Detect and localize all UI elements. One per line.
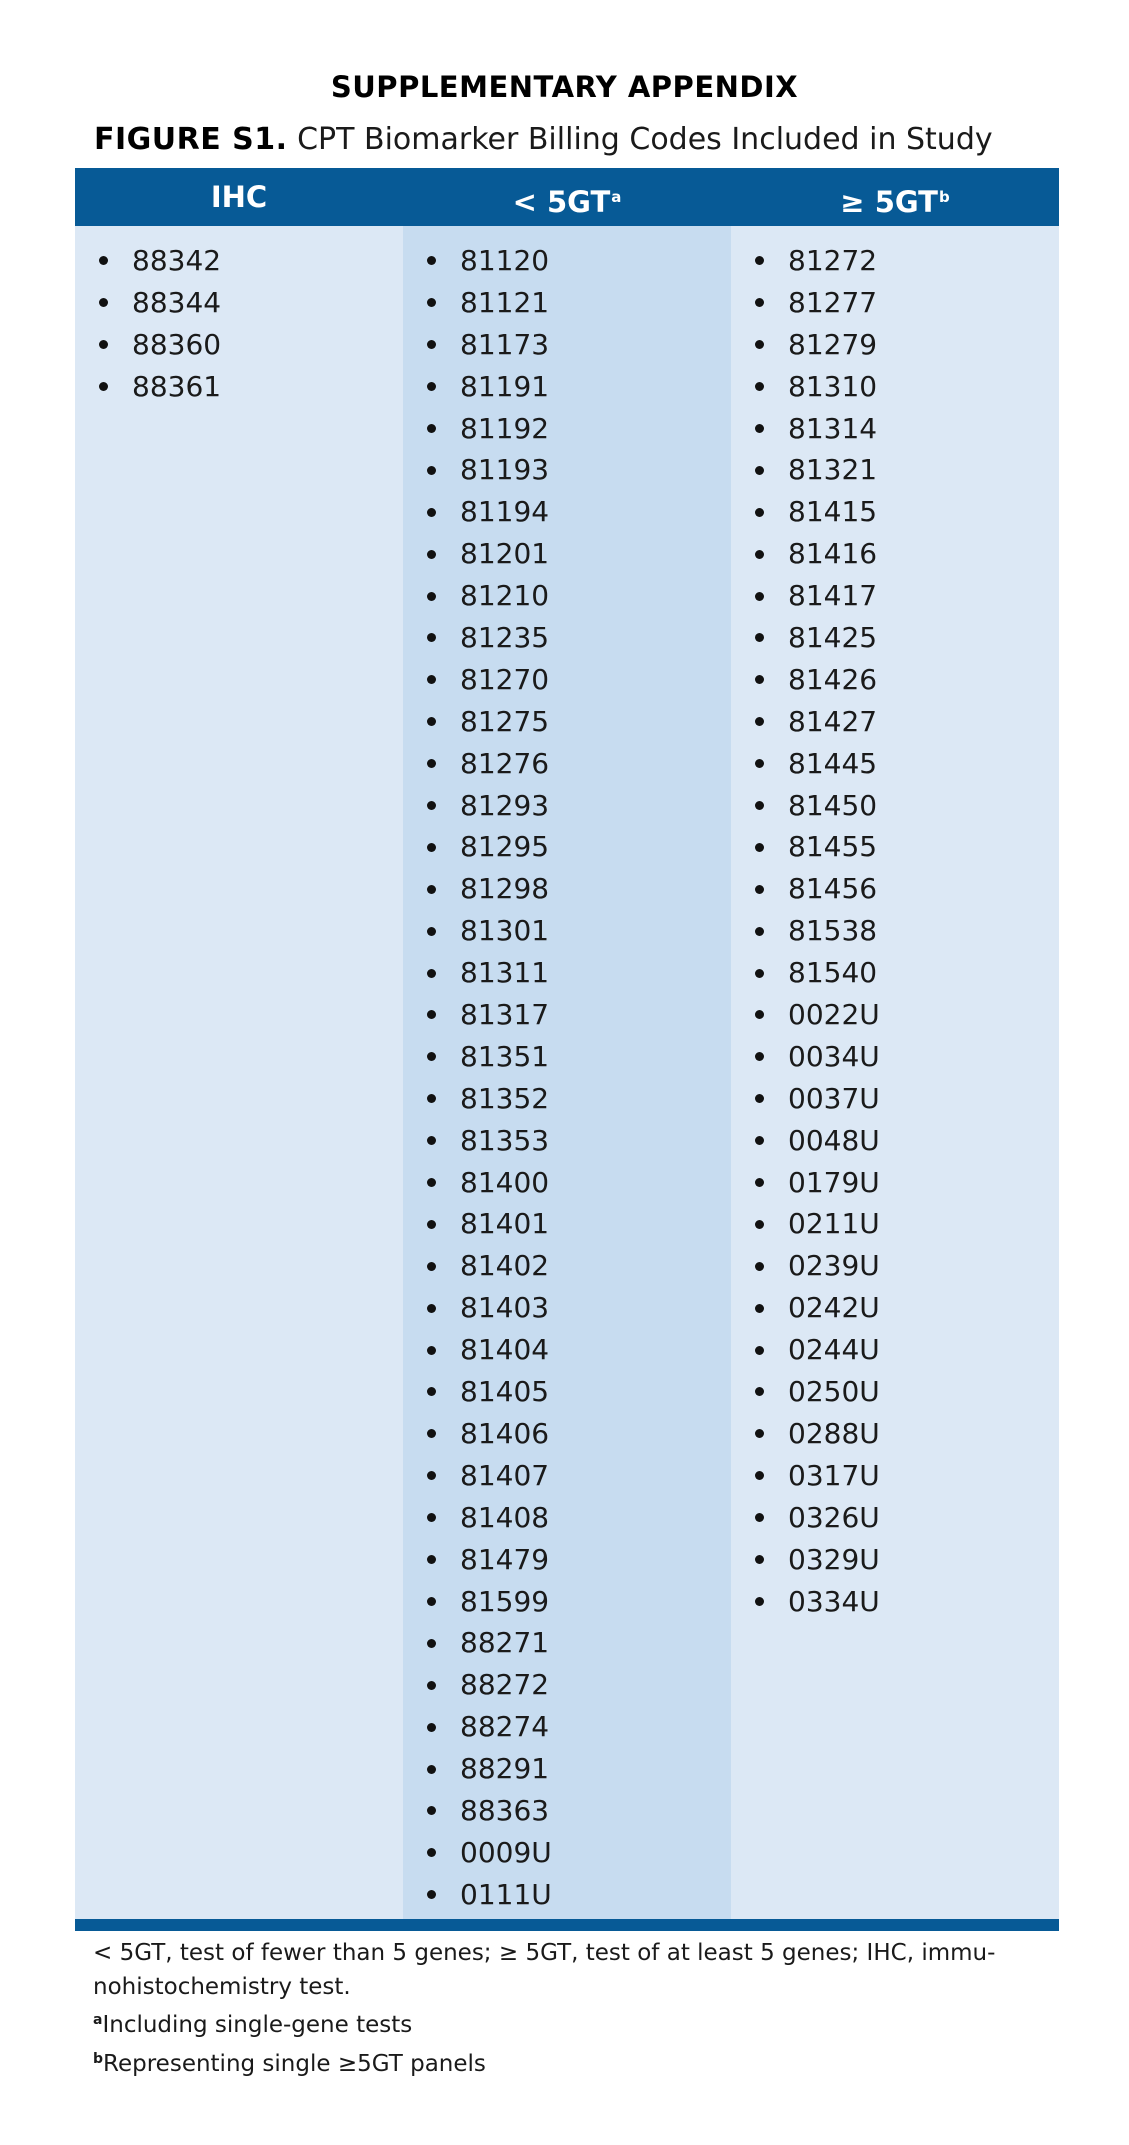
bullet-icon xyxy=(427,759,436,768)
list-item xyxy=(403,1706,731,1748)
list-item xyxy=(403,282,731,324)
bullet-icon xyxy=(427,1220,436,1229)
bullet-icon xyxy=(427,298,436,307)
bullet-icon xyxy=(427,508,436,517)
list-item xyxy=(403,1036,731,1078)
billing-code: 0022U xyxy=(788,998,880,1032)
list-item xyxy=(731,1036,1059,1078)
footnote-a-text: Including single-gene tests xyxy=(102,2012,413,2038)
billing-code: 81540 xyxy=(788,956,878,990)
bullet-icon xyxy=(755,1010,764,1019)
billing-code: 0242U xyxy=(788,1291,880,1325)
billing-code: 81298 xyxy=(460,872,550,906)
bullet-icon xyxy=(427,1806,436,1815)
bullet-icon xyxy=(427,1639,436,1648)
billing-code: 81192 xyxy=(460,411,550,445)
code-list-ihc xyxy=(75,240,403,408)
billing-code: 81351 xyxy=(460,1039,550,1073)
billing-codes-table xyxy=(75,168,1059,1931)
bullet-icon xyxy=(99,382,108,391)
billing-code: 81427 xyxy=(788,704,878,738)
list-item xyxy=(731,994,1059,1036)
bullet-icon xyxy=(755,759,764,768)
list-item xyxy=(403,1371,731,1413)
table-body xyxy=(75,226,1059,1919)
list-item xyxy=(403,1120,731,1162)
billing-code: 81314 xyxy=(788,411,878,445)
list-item xyxy=(403,826,731,868)
billing-code: 0211U xyxy=(788,1207,880,1241)
list-item xyxy=(403,1581,731,1623)
billing-code: 81416 xyxy=(788,537,878,571)
billing-code: 0317U xyxy=(788,1458,880,1492)
bullet-icon xyxy=(755,424,764,433)
billing-code: 0034U xyxy=(788,1039,880,1073)
billing-code: 81191 xyxy=(460,369,550,403)
list-item xyxy=(403,1497,731,1539)
bullet-icon xyxy=(427,424,436,433)
column-lt5gt xyxy=(403,226,731,1919)
list-item xyxy=(731,1371,1059,1413)
billing-code: 88363 xyxy=(460,1793,550,1827)
bullet-icon xyxy=(427,466,436,475)
bullet-icon xyxy=(755,969,764,978)
billing-code: 81270 xyxy=(460,662,550,696)
list-item xyxy=(731,701,1059,743)
list-item xyxy=(403,994,731,1036)
list-item xyxy=(403,868,731,910)
billing-code: 88361 xyxy=(132,369,222,403)
billing-code: 81599 xyxy=(460,1584,550,1618)
bullet-icon xyxy=(755,1136,764,1145)
list-item xyxy=(731,1287,1059,1329)
list-item xyxy=(731,1120,1059,1162)
list-item xyxy=(731,366,1059,408)
list-item xyxy=(403,1329,731,1371)
list-item xyxy=(731,910,1059,952)
list-item xyxy=(75,240,403,282)
billing-code: 81402 xyxy=(460,1249,550,1283)
list-item xyxy=(403,1874,731,1916)
footnote-a-mark: a xyxy=(93,2012,103,2028)
billing-code: 81310 xyxy=(788,369,878,403)
bullet-icon xyxy=(427,1346,436,1355)
column-header-ihc xyxy=(75,168,403,226)
list-item xyxy=(731,1203,1059,1245)
bullet-icon xyxy=(755,256,764,265)
table-header xyxy=(75,168,1059,226)
billing-code: 81407 xyxy=(460,1458,550,1492)
billing-code: 0009U xyxy=(460,1835,552,1869)
bullet-icon xyxy=(99,340,108,349)
billing-code: 81210 xyxy=(460,579,550,613)
footnote-marker-b: b xyxy=(938,188,950,206)
list-item xyxy=(403,910,731,952)
list-item xyxy=(403,1622,731,1664)
bullet-icon xyxy=(427,927,436,936)
bullet-icon xyxy=(755,508,764,517)
bullet-icon xyxy=(755,1262,764,1271)
billing-code: 81293 xyxy=(460,788,550,822)
bullet-icon xyxy=(755,1304,764,1313)
list-item xyxy=(731,1245,1059,1287)
list-item xyxy=(403,1162,731,1204)
bullet-icon xyxy=(99,256,108,265)
footnote-abbreviations: < 5GT, test of fewer than 5 genes; ≥ 5GT, test of at least 5 genes; IHC, immu-nohistochemistry test. xyxy=(93,1940,996,2000)
bullet-icon xyxy=(755,592,764,601)
bullet-icon xyxy=(427,382,436,391)
column-header-ge5gt xyxy=(731,168,1059,226)
appendix-title: SUPPLEMENTARY APPENDIX xyxy=(330,70,799,104)
billing-code: 81456 xyxy=(788,872,878,906)
billing-code: 81194 xyxy=(460,495,550,529)
billing-code: 81173 xyxy=(460,327,550,361)
billing-code: 0037U xyxy=(788,1081,880,1115)
list-item xyxy=(403,1790,731,1832)
bullet-icon xyxy=(427,1555,436,1564)
list-item xyxy=(731,785,1059,827)
bullet-icon xyxy=(427,1890,436,1899)
bullet-icon xyxy=(755,885,764,894)
list-item xyxy=(75,366,403,408)
billing-code: 81275 xyxy=(460,704,550,738)
billing-code: 81121 xyxy=(460,285,550,319)
bullet-icon xyxy=(427,1471,436,1480)
bullet-icon xyxy=(427,1429,436,1438)
footnote-a xyxy=(93,2004,1053,2043)
list-item xyxy=(731,1539,1059,1581)
billing-code: 81279 xyxy=(788,327,878,361)
list-item xyxy=(403,659,731,701)
bullet-icon xyxy=(755,1555,764,1564)
list-item xyxy=(403,785,731,827)
list-item xyxy=(731,1162,1059,1204)
billing-code: 81415 xyxy=(788,495,878,529)
billing-code: 81400 xyxy=(460,1165,550,1199)
bullet-icon xyxy=(755,717,764,726)
figure-title: CPT Biomarker Billing Codes Included in Study xyxy=(297,122,993,157)
bullet-icon xyxy=(427,1010,436,1019)
billing-code: 81311 xyxy=(460,956,550,990)
list-item xyxy=(403,533,731,575)
bullet-icon xyxy=(427,969,436,978)
list-item xyxy=(731,659,1059,701)
bullet-icon xyxy=(755,1178,764,1187)
footnote-marker-a: a xyxy=(611,188,622,206)
bullet-icon xyxy=(427,550,436,559)
bullet-icon xyxy=(427,1094,436,1103)
bullet-icon xyxy=(427,256,436,265)
bullet-icon xyxy=(755,1471,764,1480)
list-item xyxy=(403,1455,731,1497)
list-item xyxy=(403,1203,731,1245)
list-item xyxy=(403,1287,731,1329)
bullet-icon xyxy=(99,298,108,307)
billing-code: 81425 xyxy=(788,621,878,655)
billing-code: 81426 xyxy=(788,662,878,696)
table-bottom-rule xyxy=(75,1919,1059,1931)
billing-code: 81295 xyxy=(460,830,550,864)
footnotes xyxy=(93,1937,1053,2081)
list-item xyxy=(731,1329,1059,1371)
bullet-icon xyxy=(755,1052,764,1061)
bullet-icon xyxy=(755,1346,764,1355)
billing-code: 81455 xyxy=(788,830,878,864)
billing-code: 0334U xyxy=(788,1584,880,1618)
list-item xyxy=(731,617,1059,659)
billing-code: 81201 xyxy=(460,537,550,571)
list-item xyxy=(403,1078,731,1120)
billing-code: 81301 xyxy=(460,914,550,948)
bullet-icon xyxy=(755,1429,764,1438)
bullet-icon xyxy=(427,801,436,810)
list-item xyxy=(731,408,1059,450)
column-header-label: ≥ 5GT xyxy=(840,185,938,219)
bullet-icon xyxy=(755,633,764,642)
column-header-label: IHC xyxy=(210,180,268,214)
billing-code: 81417 xyxy=(788,579,878,613)
column-ihc xyxy=(75,226,403,1919)
list-item xyxy=(403,1832,731,1874)
list-item xyxy=(731,282,1059,324)
bullet-icon xyxy=(427,1387,436,1396)
billing-code: 88342 xyxy=(132,244,222,277)
column-ge5gt xyxy=(731,226,1059,1919)
billing-code: 0239U xyxy=(788,1249,880,1283)
billing-code: 81277 xyxy=(788,285,878,319)
list-item xyxy=(731,743,1059,785)
list-item xyxy=(731,449,1059,491)
bullet-icon xyxy=(427,885,436,894)
billing-code: 88274 xyxy=(460,1710,550,1744)
billing-code: 88360 xyxy=(132,327,222,361)
billing-code: 81272 xyxy=(788,244,878,277)
list-item xyxy=(403,1664,731,1706)
bullet-icon xyxy=(755,466,764,475)
bullet-icon xyxy=(755,550,764,559)
billing-code: 81353 xyxy=(460,1123,550,1157)
list-item xyxy=(403,449,731,491)
list-item xyxy=(403,1539,731,1581)
billing-code: 88272 xyxy=(460,1668,550,1702)
footnote-b-text: Representing single ≥5GT panels xyxy=(103,2050,486,2077)
billing-code: 81405 xyxy=(460,1375,550,1409)
list-item xyxy=(731,952,1059,994)
bullet-icon xyxy=(755,1220,764,1229)
billing-code: 0244U xyxy=(788,1333,880,1367)
list-item xyxy=(731,533,1059,575)
bullet-icon xyxy=(427,1304,436,1313)
bullet-icon xyxy=(427,1052,436,1061)
billing-code: 81276 xyxy=(460,746,550,780)
list-item xyxy=(731,1581,1059,1623)
bullet-icon xyxy=(755,675,764,684)
bullet-icon xyxy=(427,1262,436,1271)
bullet-icon xyxy=(427,1723,436,1732)
bullet-icon xyxy=(427,340,436,349)
list-item xyxy=(403,575,731,617)
list-item xyxy=(75,324,403,366)
list-item xyxy=(731,324,1059,366)
billing-code: 81120 xyxy=(460,244,550,277)
bullet-icon xyxy=(427,1178,436,1187)
list-item xyxy=(731,868,1059,910)
footnote-b xyxy=(93,2043,1053,2082)
bullet-icon xyxy=(427,843,436,852)
billing-code: 88271 xyxy=(460,1626,550,1660)
bullet-icon xyxy=(427,1848,436,1857)
billing-code: 81403 xyxy=(460,1291,550,1325)
billing-code: 81317 xyxy=(460,998,550,1032)
figure-caption xyxy=(94,122,993,157)
bullet-icon xyxy=(427,675,436,684)
list-item xyxy=(403,743,731,785)
bullet-icon xyxy=(427,1681,436,1690)
footnote-b-mark: b xyxy=(93,2050,104,2067)
list-item xyxy=(403,952,731,994)
figure-label: FIGURE S1. xyxy=(94,122,288,157)
bullet-icon xyxy=(755,801,764,810)
bullet-icon xyxy=(755,382,764,391)
code-list-ge5gt xyxy=(731,240,1059,1622)
billing-code: 88344 xyxy=(132,285,222,319)
billing-code: 81235 xyxy=(460,621,550,655)
billing-code: 81404 xyxy=(460,1333,550,1367)
list-item xyxy=(731,491,1059,533)
column-header-lt5gt xyxy=(403,168,731,226)
list-item xyxy=(75,282,403,324)
bullet-icon xyxy=(427,1136,436,1145)
list-item xyxy=(403,617,731,659)
list-item xyxy=(731,575,1059,617)
bullet-icon xyxy=(755,340,764,349)
billing-code: 81445 xyxy=(788,746,878,780)
bullet-icon xyxy=(427,717,436,726)
bullet-icon xyxy=(427,1765,436,1774)
billing-code: 81538 xyxy=(788,914,878,948)
billing-code: 81408 xyxy=(460,1500,550,1534)
list-item xyxy=(731,826,1059,868)
billing-code: 0326U xyxy=(788,1500,880,1534)
bullet-icon xyxy=(755,298,764,307)
billing-code: 0048U xyxy=(788,1123,880,1157)
list-item xyxy=(731,1497,1059,1539)
billing-code: 81406 xyxy=(460,1416,550,1450)
billing-code: 0329U xyxy=(788,1542,880,1576)
billing-code: 81193 xyxy=(460,453,550,487)
billing-code: 81479 xyxy=(460,1542,550,1576)
list-item xyxy=(403,1245,731,1287)
billing-code: 88291 xyxy=(460,1752,550,1786)
bullet-icon xyxy=(755,1387,764,1396)
bullet-icon xyxy=(755,843,764,852)
list-item xyxy=(403,1748,731,1790)
billing-code: 0288U xyxy=(788,1416,880,1450)
list-item xyxy=(403,491,731,533)
list-item xyxy=(403,366,731,408)
billing-code: 0111U xyxy=(460,1877,552,1911)
bullet-icon xyxy=(755,1094,764,1103)
list-item xyxy=(731,1455,1059,1497)
billing-code: 81450 xyxy=(788,788,878,822)
list-item xyxy=(403,1413,731,1455)
billing-code: 81401 xyxy=(460,1207,550,1241)
bullet-icon xyxy=(755,1597,764,1606)
list-item xyxy=(403,408,731,450)
billing-code: 81321 xyxy=(788,453,878,487)
column-header-label: < 5GT xyxy=(512,185,611,219)
list-item xyxy=(403,240,731,282)
billing-code: 0179U xyxy=(788,1165,880,1199)
bullet-icon xyxy=(427,1513,436,1522)
billing-code: 81352 xyxy=(460,1081,550,1115)
list-item xyxy=(731,1413,1059,1455)
list-item xyxy=(731,1078,1059,1120)
bullet-icon xyxy=(755,927,764,936)
bullet-icon xyxy=(427,633,436,642)
bullet-icon xyxy=(427,1597,436,1606)
billing-code: 0250U xyxy=(788,1375,880,1409)
code-list-lt5gt xyxy=(403,240,731,1916)
list-item xyxy=(731,240,1059,282)
list-item xyxy=(403,701,731,743)
bullet-icon xyxy=(427,592,436,601)
bullet-icon xyxy=(755,1513,764,1522)
list-item xyxy=(403,324,731,366)
